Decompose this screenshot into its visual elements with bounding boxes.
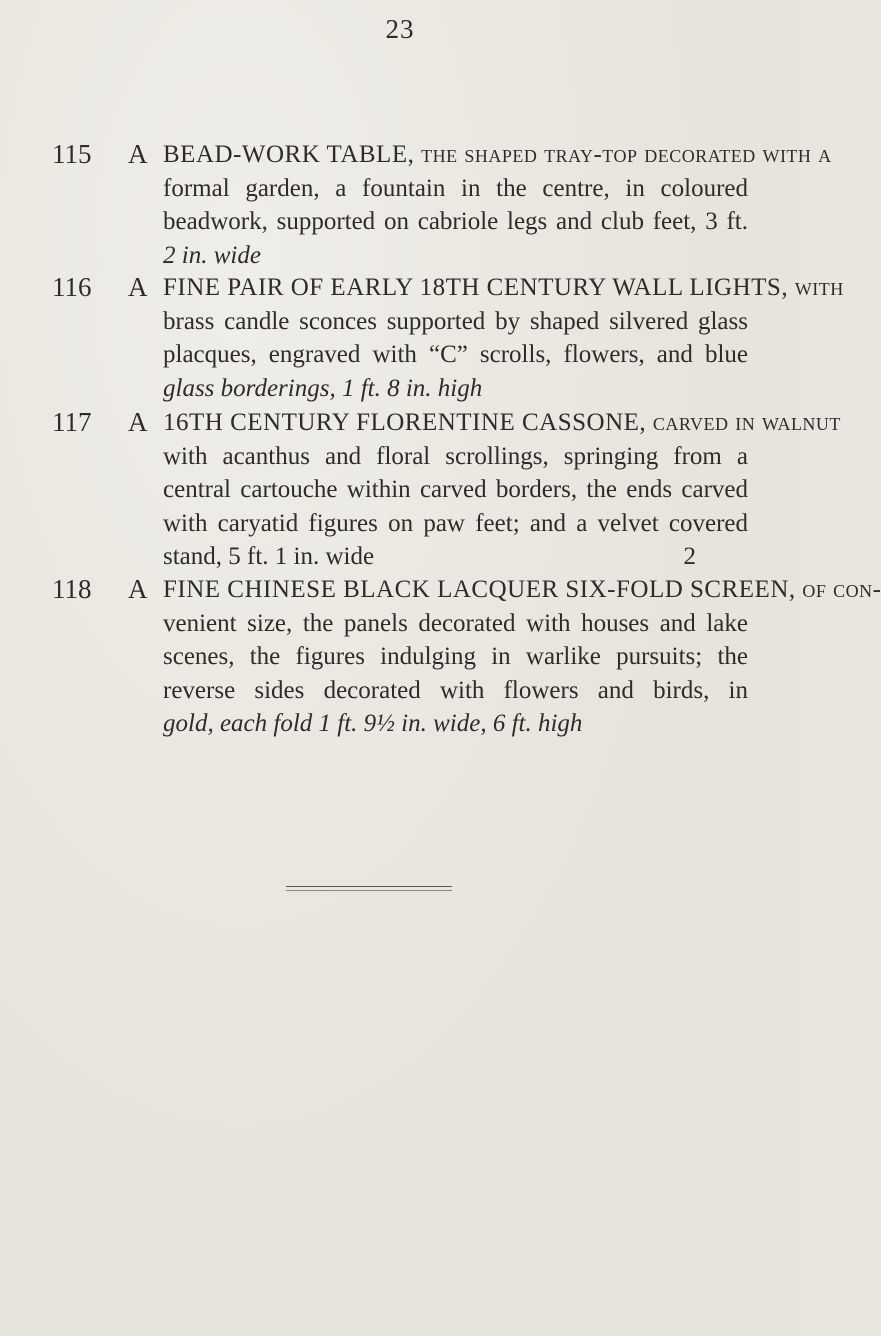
description-line: BEAD-WORK TABLE, the shaped tray-top decorated with a [163, 141, 832, 168]
section-divider-secondary [286, 890, 452, 891]
description-line: placques, engraved with “C” scrolls, flowers, and blue [163, 341, 748, 368]
description-line: central cartouche within carved borders, the ends carved [163, 476, 748, 503]
lot-description [163, 138, 832, 272]
description-line: with acanthus and floral scrollings, springing from a [163, 442, 748, 470]
lot-description [163, 271, 844, 405]
description-line: gold, each fold 1 ft. 9½ in. wide, 6 ft. high [163, 710, 583, 737]
lot-number: 117 [52, 407, 92, 437]
lot-article: A [128, 574, 148, 604]
description-line: brass candle sconces supported by shaped silvered glass [163, 307, 748, 335]
description-line: FINE CHINESE BLACK LACQUER SIX-FOLD SCREEN, of con- [163, 576, 881, 603]
description-line: formal garden, a fountain in the centre, in coloured [163, 174, 748, 202]
description-line: 2 in. wide [163, 241, 261, 269]
lot-article: A [128, 139, 148, 169]
lot-description [163, 406, 841, 574]
description-line: with caryatid figures on paw feet; and a velvet covered [163, 509, 748, 537]
description-line: 16TH CENTURY FLORENTINE CASSONE, carved in walnut [163, 409, 841, 436]
lot-number: 115 [52, 139, 92, 169]
lot-number: 118 [52, 574, 92, 604]
description-line: FINE PAIR OF EARLY 18TH CENTURY WALL LIGHTS, with [163, 274, 844, 301]
lot-article: A [128, 407, 148, 437]
page-number: 23 [385, 14, 415, 44]
lot-description [163, 573, 881, 741]
description-line: beadwork, supported on cabriole legs and club feet, 3 ft. [163, 208, 748, 235]
description-line: venient size, the panels decorated with houses and lake [163, 609, 748, 637]
lot-number: 116 [52, 272, 92, 302]
description-line: glass borderings, 1 ft. 8 in. high [163, 374, 483, 402]
section-divider [286, 886, 452, 887]
description-line-text: stand, 5 ft. 1 in. wide [163, 543, 375, 570]
lot-suffix: 2 [683, 543, 696, 570]
description-line: scenes, the figures indulging in warlike pursuits; the [163, 643, 748, 670]
description-line [163, 540, 748, 574]
description-line: reverse sides decorated with flowers and birds, in [163, 676, 748, 704]
lot-article: A [128, 272, 148, 302]
